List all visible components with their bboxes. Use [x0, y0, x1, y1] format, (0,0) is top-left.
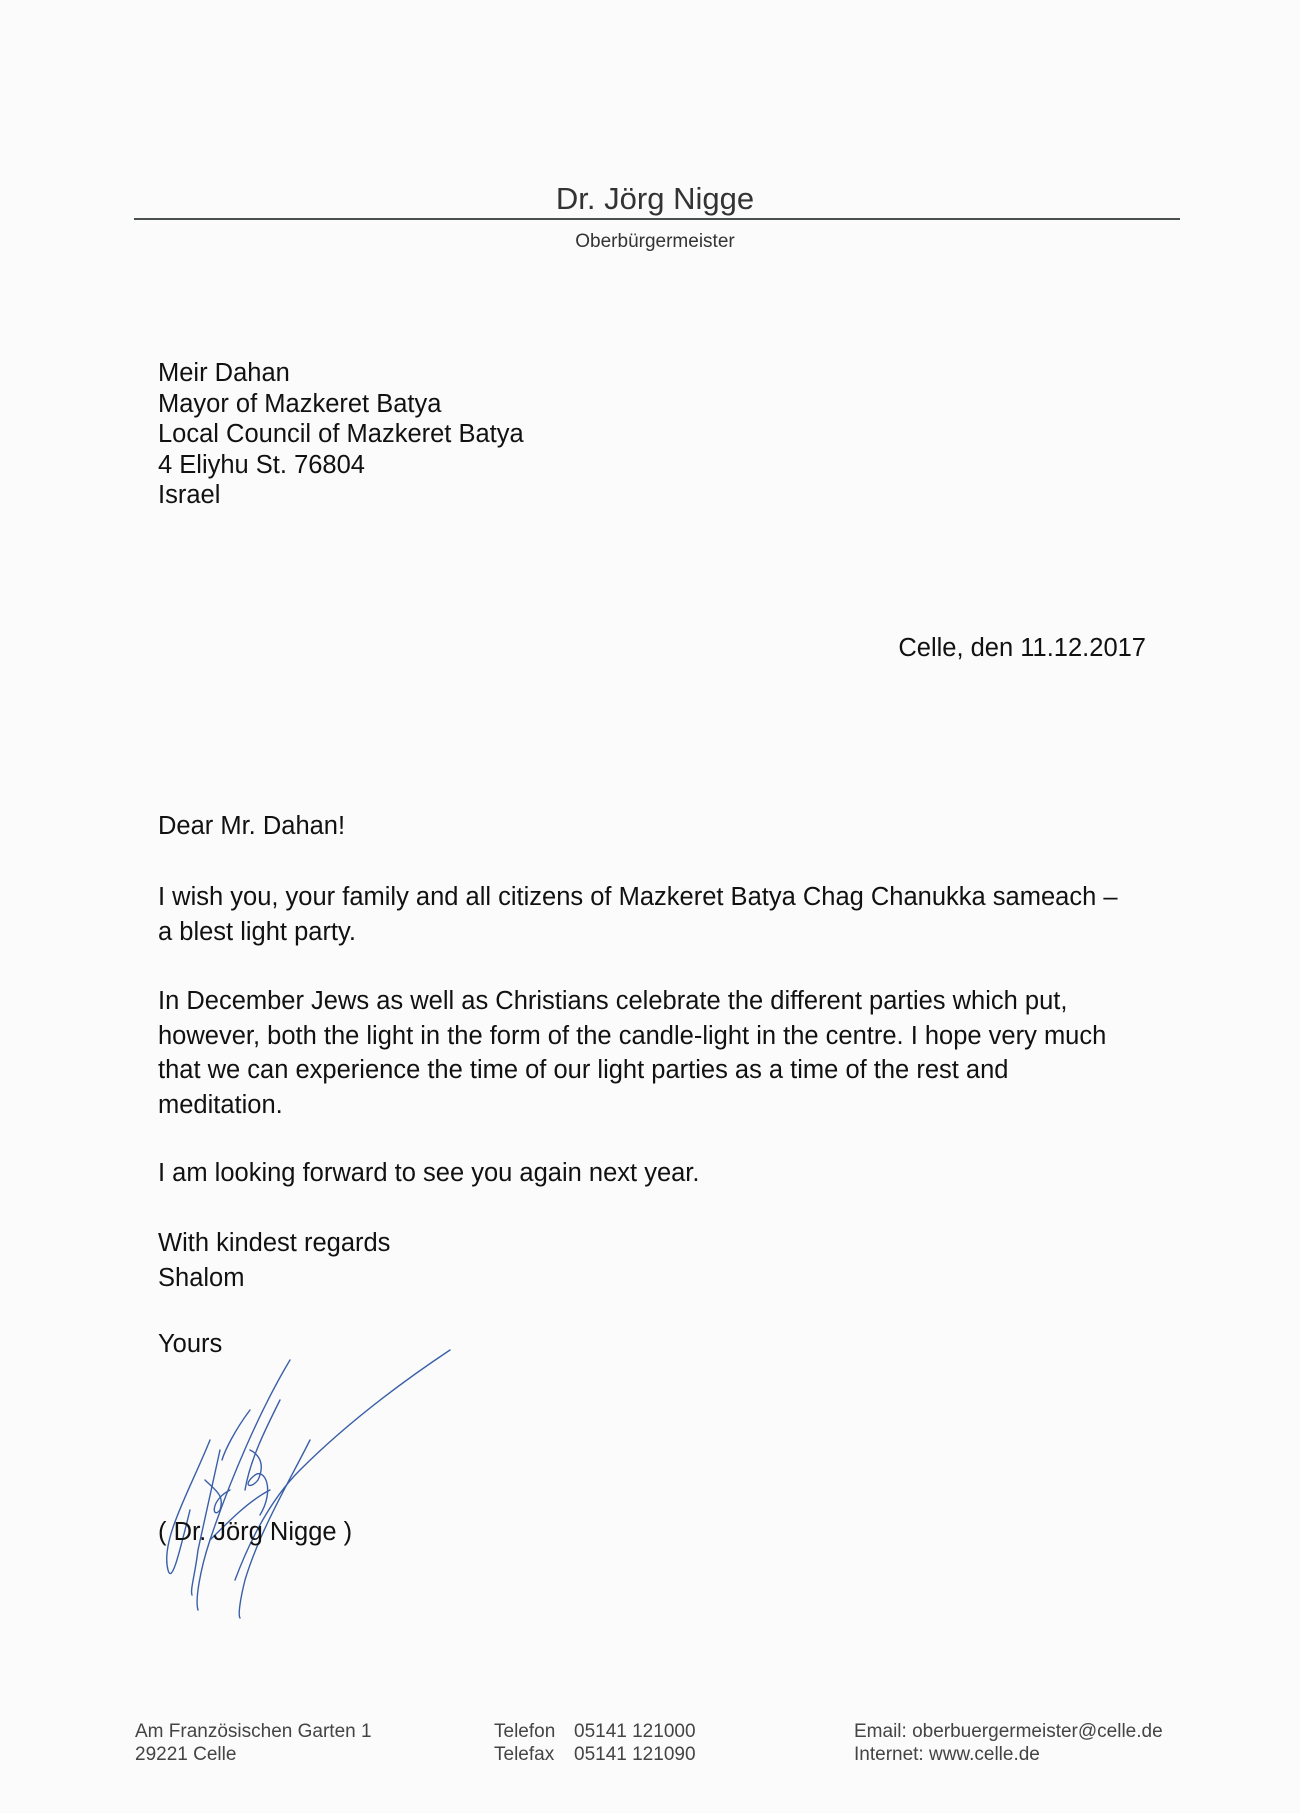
closing-line: Shalom	[158, 1263, 245, 1292]
footer-contact	[494, 1720, 696, 1766]
paragraph-line: I wish you, your family and all citizens of Mazkeret Batya Chag Chanukka sameach –	[158, 883, 1118, 911]
footer-address	[135, 1720, 372, 1766]
recipient-line: Israel	[158, 481, 221, 510]
recipient-line: 4 Eliyhu St. 76804	[158, 450, 365, 479]
recipient-line: Local Council of Mazkeret Batya	[158, 420, 524, 449]
footer-address-line: 29221 Celle	[135, 1744, 237, 1765]
paragraph-2	[158, 984, 1106, 1122]
paragraph-line: a blest light party.	[158, 917, 356, 946]
paragraph-1	[158, 880, 1118, 949]
signature-name: ( Dr. Jörg Nigge )	[158, 1518, 353, 1546]
recipient-address	[158, 358, 524, 511]
handwritten-signature	[150, 1340, 470, 1620]
paragraph-line: In December Jews as well as Christians celebrate the different parties which put,	[158, 987, 1068, 1015]
footer-website: Internet: www.celle.de	[854, 1744, 1040, 1765]
letterhead-name: Dr. Jörg Nigge	[555, 181, 755, 216]
recipient-line: Meir Dahan	[158, 359, 290, 387]
phone-label: Telefon	[494, 1721, 556, 1742]
footer-email: Email: oberbuergermeister@celle.de	[854, 1721, 1163, 1742]
footer-address-line: Am Französischen Garten 1	[135, 1721, 372, 1742]
fax-label: Telefax	[494, 1744, 555, 1765]
salutation: Dear Mr. Dahan!	[158, 812, 346, 840]
recipient-line: Mayor of Mazkeret Batya	[158, 389, 442, 418]
letterhead-divider	[134, 218, 1180, 220]
footer-online	[854, 1720, 1163, 1766]
closing	[158, 1226, 390, 1295]
paragraph-line: that we can experience the time of our light parties as a time of the rest and	[158, 1056, 1009, 1085]
phone-number: 05141 121000	[574, 1721, 696, 1742]
paragraph-line: meditation.	[158, 1090, 283, 1119]
yours: Yours	[158, 1330, 223, 1358]
letter-date: Celle, den 11.12.2017	[898, 634, 1146, 662]
fax-number: 05141 121090	[574, 1744, 696, 1765]
paragraph-3: I am looking forward to see you again next year.	[158, 1159, 700, 1187]
letterhead-title: Oberbürgermeister	[575, 231, 735, 252]
paragraph-line: however, both the light in the form of the candle-light in the centre. I hope very much	[158, 1021, 1107, 1050]
closing-line: With kindest regards	[158, 1229, 391, 1257]
